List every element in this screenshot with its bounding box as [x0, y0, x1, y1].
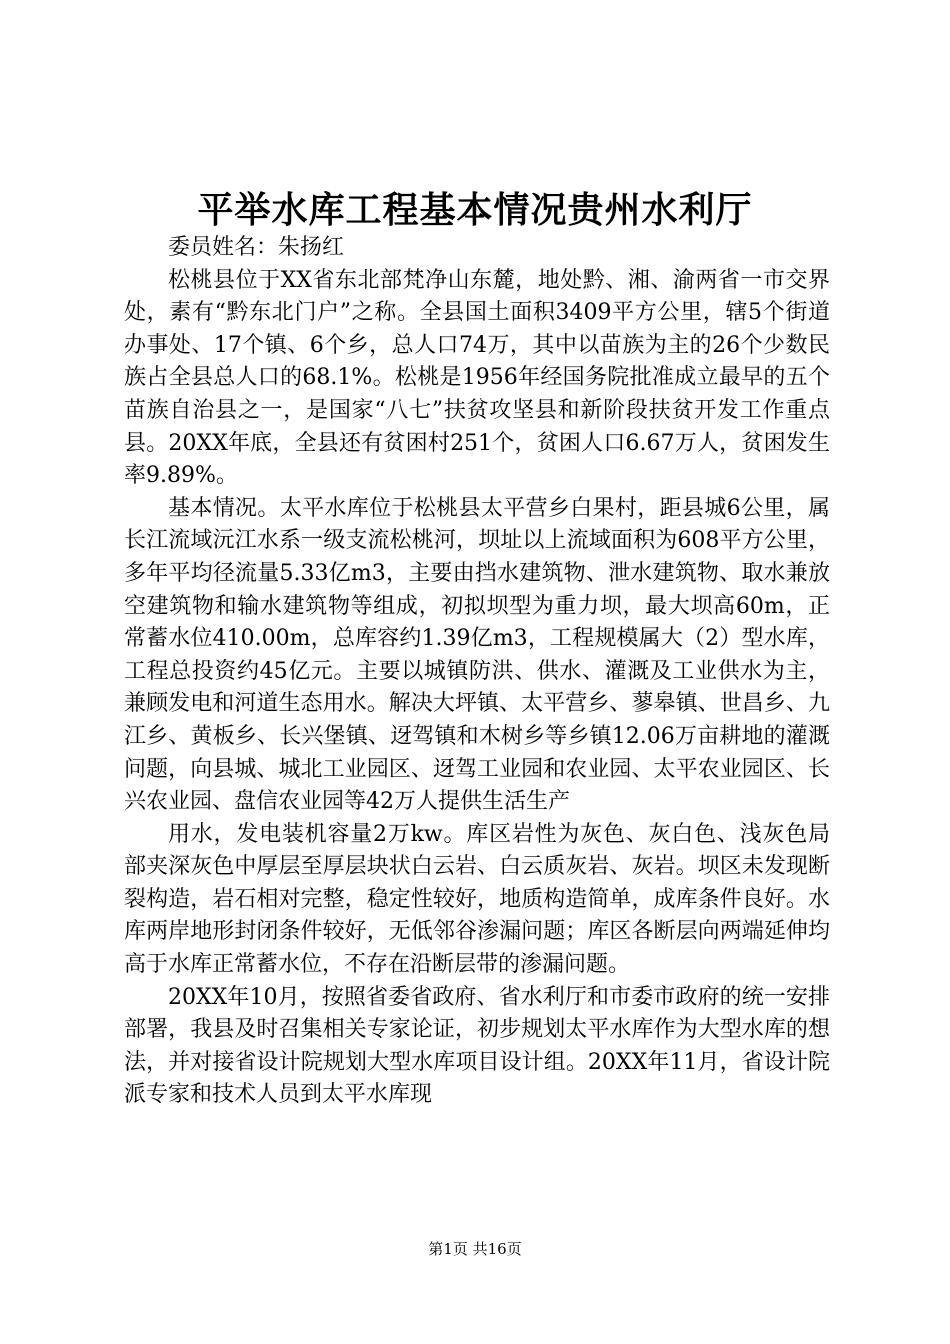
paragraph-county-overview: 松桃县位于XX省东北部梵净山东麓，地处黔、湘、渝两省一市交界处，素有“黔东北门户”之称。全县国土面积3409平方公里，辖5个街道办事处、17个镇、6个乡，总人口74万，其中以苗族为主的26个少数民族占全县总人口的68.1%。松桃是1956年经国务院批准成立最早的五个苗族自治县之一，是国家“八七”扶贫攻坚县和新阶段扶贫开发工作重点县。20XX年底，全县还有贫困村251个，贫困人口6.67万人，贫困发生率9.89%。 — [124, 267, 830, 489]
document-title: 平举水库工程基本情况贵州水利厅 — [197, 189, 753, 231]
committee-member-line: 委员姓名：朱扬红 — [168, 235, 345, 260]
document-body — [124, 232, 830, 1112]
paragraph-geology: 用水，发电装机容量2万kw。库区岩性为灰色、灰白色、浅灰色局部夹深灰色中厚层至厚层块状白云岩、白云质灰岩、灰岩。坝区未发现断裂构造，岩石相对完整，稳定性较好，地质构造简单，成库条件良好。水库两岸地形封闭条件较好，无低邻谷渗漏问题；库区各断层向两端延伸均高于水库正常蓄水位，不存在沿断层带的渗漏问题。 — [124, 821, 830, 978]
paragraph-basic-info: 基本情况。太平水库位于松桃县太平营乡白果村，距县城6公里，属长江流域沅江水系一级支流松桃河，坝址以上流域面积为608平方公里，多年平均径流量5.33亿m3，主要由挡水建筑物、泄水建筑物、取水兼放空建筑物和输水建筑物等组成，初拟坝型为重力坝，最大坝高60m，正常蓄水位410.00m，总库容约1.39亿m3，工程规模属大（2）型水库，工程总投资约45亿元。主要以城镇防洪、供水、灌溉及工业供水为主，兼顾发电和河道生态用水。解决大坪镇、太平营乡、蓼皋镇、世昌乡、九江乡、黄板乡、长兴堡镇、迓驾镇和木树乡等乡镇12.06万亩耕地的灌溉问题，向县城、城北工业园区、迓驾工业园和农业园、太平农业园区、长兴农业园、盘信农业园等42万人提供生活生产 — [124, 495, 830, 815]
page-footer: 第1页 共16页 — [428, 1240, 522, 1258]
paragraph-planning-history: 20XX年10月，按照省委省政府、省水利厅和市委市政府的统一安排部署，我县及时召集相关专家论证，初步规划太平水库作为大型水库的想法，并对接省设计院规划大型水库项目设计组。20XX年11月，省设计院派专家和技术人员到太平水库现 — [124, 984, 830, 1108]
